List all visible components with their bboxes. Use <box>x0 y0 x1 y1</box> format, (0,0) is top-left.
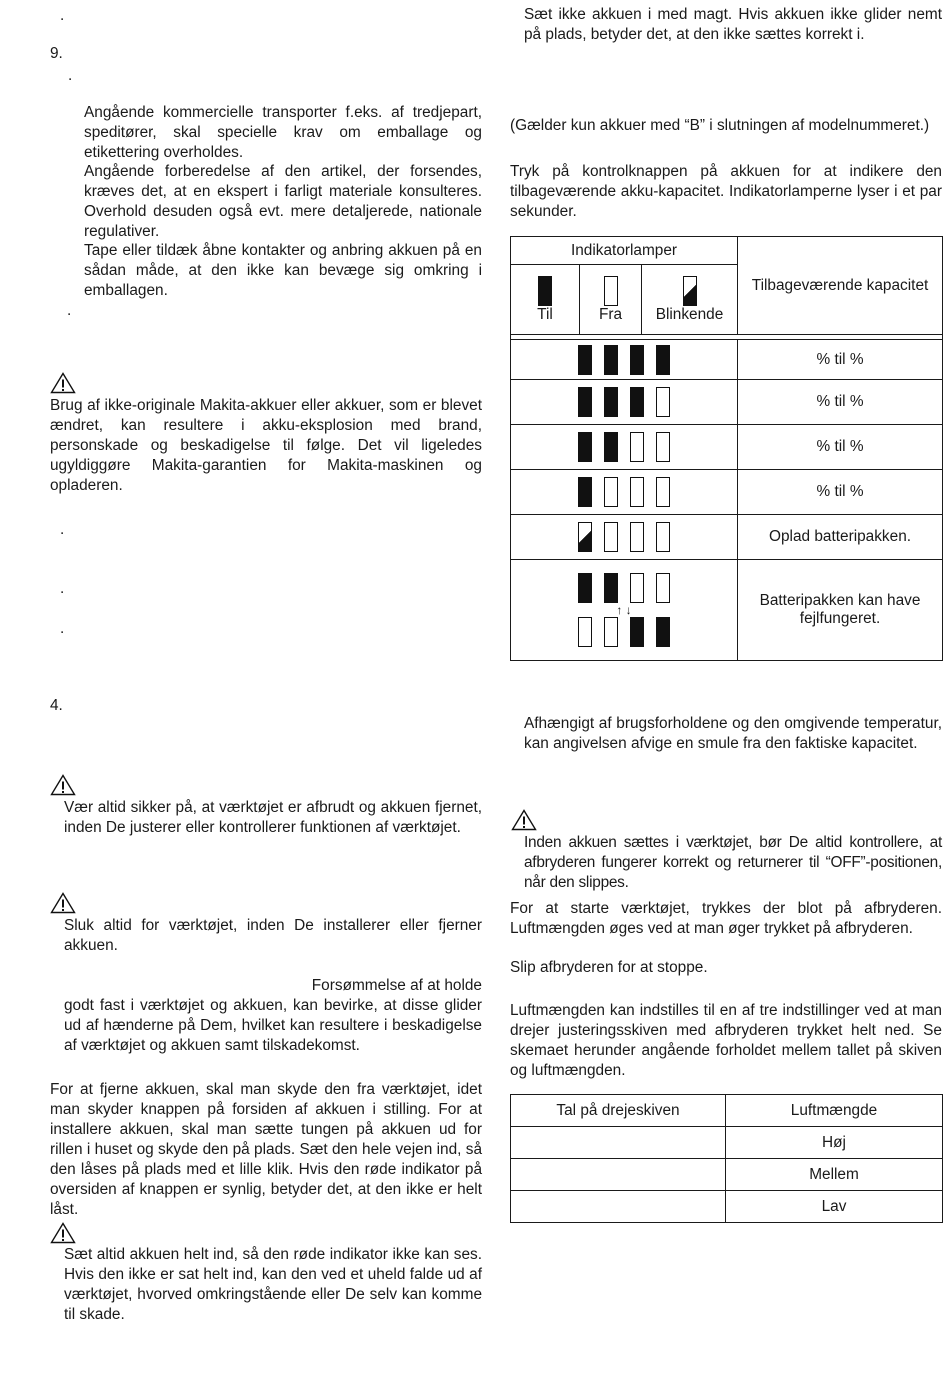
caution-install-text: Sluk altid for værktøjet, inden De installerer eller fjerner akkuen. <box>64 917 482 954</box>
lamp-off-icon <box>656 432 670 462</box>
lamp-off-icon <box>656 573 670 603</box>
warning-icon <box>50 1222 76 1244</box>
lamp-on-icon <box>578 432 592 462</box>
tape-paragraph: Tape eller tildæk åbne kontakter og anbring akkuen på en sådan måde, at den ikke kan bevæge sig omkring i emballagen. <box>84 242 482 299</box>
capacity-value: % til % <box>738 380 943 425</box>
lamp-row <box>511 515 738 560</box>
lamp-on-icon <box>656 345 670 375</box>
legend-blink-label: Blinkende <box>655 305 724 323</box>
section-number: 9. <box>50 45 63 62</box>
fault-lamps <box>511 560 738 661</box>
dial-number-header: Tal på drejeskiven <box>511 1095 726 1127</box>
lamp-on-icon <box>538 276 552 306</box>
lamp-off-icon <box>604 522 618 552</box>
lamp-on-icon <box>604 387 618 417</box>
lamp-blink-icon <box>683 276 697 306</box>
dial-number-cell <box>511 1159 726 1191</box>
fault-text: Batteripakken kan have fejlfungeret. <box>738 560 943 661</box>
indicator-table <box>510 236 943 661</box>
indicator-header: Indikatorlamper <box>511 237 738 265</box>
bullet-dot: . <box>60 7 65 24</box>
temperature-note: Afhængigt af brugsforholdene og den omgivende temperatur, kan angivelsen afvige en smule fra den faktiske kapacitet. <box>524 715 942 752</box>
warning-icon <box>511 809 537 831</box>
lamp-on-icon <box>578 477 592 507</box>
capacity-header: Tilbageværende kapacitet <box>738 237 943 335</box>
lamp-on-icon <box>630 617 644 647</box>
warning-icon <box>50 892 76 914</box>
airflow-header: Luftmængde <box>726 1095 943 1127</box>
bullet-dot: . <box>60 580 65 597</box>
airflow-table <box>510 1094 943 1223</box>
lamp-row <box>511 470 738 515</box>
preparation-paragraph: Angående forberedelse af den artikel, der forsendes, kræves det, at en ekspert i farligt materiale konsulteres. Overhold desuden også evt. mere detaljerede, nationale regulativer. <box>84 163 482 240</box>
section-number: 4. <box>50 697 63 714</box>
bullet-dot: . <box>60 620 65 637</box>
lamp-on-icon <box>656 617 670 647</box>
airflow-text: Luftmængden kan indstilles til en af tre indstillinger ved at man drejer justeringsskiven med afbryderen trykket helt ned. Se skemaet herunder angående forholdet mellem tallet på skiven og luftmængden. <box>510 1002 942 1079</box>
lamp-on-icon <box>604 573 618 603</box>
lamp-off-icon <box>604 477 618 507</box>
hold-text: godt fast i værktøjet og akkuen, kan bevirke, at disse glider ud af hænderne på Dem, hvilket kan resultere i beskadigelse af værktøjet og akkuen samt tilskadekomst. <box>64 997 482 1054</box>
lamp-row <box>511 340 738 380</box>
lamp-on-icon <box>630 387 644 417</box>
transport-paragraph: Angående kommercielle transporter f.eks. af tredjepart, speditører, skal specielle krav om emballage og etikettering overholdes. <box>84 104 482 161</box>
bullet-dot: . <box>60 521 65 538</box>
legend-on <box>511 265 580 335</box>
lamp-off-icon <box>578 617 592 647</box>
lamp-on-icon <box>578 345 592 375</box>
force-text: Sæt ikke akkuen i med magt. Hvis akkuen ikke glider nemt på plads, betyder det, at den ikke sættes korrekt i. <box>524 6 942 43</box>
caution-adjust-text: Vær altid sikker på, at værktøjet er afbrudt og akkuen fjernet, inden De justerer eller kontrollerer funktionen af værktøjet. <box>64 799 482 836</box>
remove-install-text: For at fjerne akkuen, skal man skyde den fra værktøjet, idet man skyder knappen på forsiden af akkuen i stilling. For at installere akkuen, skal man sætte tungen på akkuen ud for rillen i huset og skyde den på plads. Sæt den hele vejen ind, så den låses på plads med et lille klik. Hvis den røde indikator på oversiden af knappen er synlig, betyder det, at den ikke er helt låst. <box>50 1081 482 1218</box>
caution-red-indicator-text: Sæt altid akkuen helt ind, så den røde indikator ikke kan ses. Hvis den ikke er sat helt ind, kan den ved et uheld falde ud af værktøjet, hvorved omkringstående eller De selv kan komme til skade. <box>64 1246 482 1323</box>
warning-icon <box>50 774 76 796</box>
capacity-value: % til % <box>738 340 943 380</box>
lamp-row <box>511 425 738 470</box>
legend-on-label: Til <box>537 305 553 323</box>
airflow-cell: Høj <box>726 1127 943 1159</box>
dial-number-cell <box>511 1127 726 1159</box>
legend-off-label: Fra <box>598 305 623 323</box>
lamp-off-icon <box>656 387 670 417</box>
warning-icon <box>50 372 76 394</box>
press-button-text: Tryk på kontrolknappen på akkuen for at indikere den tilbageværende akku-kapacitet. Indikatorlamperne lyser i et par sekunder. <box>510 163 942 220</box>
lamp-on-icon <box>604 345 618 375</box>
lamp-off-icon <box>630 573 644 603</box>
capacity-value: % til % <box>738 470 943 515</box>
lamp-off-icon <box>656 522 670 552</box>
legend-blink <box>642 265 738 335</box>
lamp-row <box>511 380 738 425</box>
applies-text: (Gælder kun akkuer med “B” i slutningen af modelnummeret.) <box>510 117 930 134</box>
capacity-value: Oplad batteripakken. <box>738 515 943 560</box>
warning-original-text: Brug af ikke-originale Makita-akkuer eller akkuer, som er blevet ændret, kan resultere i akku-eksplosion med brand, personskade og beskadigelse til følge. Det vil ligeledes ugyldiggøre Makita-garantien for Makita-maskinen og opladeren. <box>50 397 482 494</box>
lamp-off-icon <box>604 617 618 647</box>
stop-text: Slip afbryderen for at stoppe. <box>510 959 708 976</box>
airflow-cell: Lav <box>726 1191 943 1223</box>
lamp-on-icon <box>578 573 592 603</box>
lamp-off-icon <box>630 477 644 507</box>
alternate-arrows-icon: ↑ ↓ <box>616 603 632 617</box>
lamp-off-icon <box>604 276 618 306</box>
lamp-blink-icon <box>578 522 592 552</box>
lamp-off-icon <box>656 477 670 507</box>
lamp-on-icon <box>630 345 644 375</box>
hold-text-line1: Forsømmelse af at holde <box>311 977 482 994</box>
capacity-value: % til % <box>738 425 943 470</box>
lamp-off-icon <box>630 522 644 552</box>
caution-switch-text: Inden akkuen sættes i værktøjet, bør De altid kontrollere, at afbryderen fungerer korrekt og returnerer til “OFF”-positionen, når den slippes. <box>524 834 942 891</box>
lamp-on-icon <box>604 432 618 462</box>
lamp-off-icon <box>630 432 644 462</box>
start-text: For at starte værktøjet, trykkes der blot på afbryderen. Luftmængden øges ved at man øger trykket på afbryderen. <box>510 900 942 937</box>
legend-off <box>580 265 642 335</box>
dial-number-cell <box>511 1191 726 1223</box>
lamp-on-icon <box>578 387 592 417</box>
bullet-dot: . <box>68 67 73 84</box>
airflow-cell: Mellem <box>726 1159 943 1191</box>
bullet-dot: . <box>67 302 72 319</box>
